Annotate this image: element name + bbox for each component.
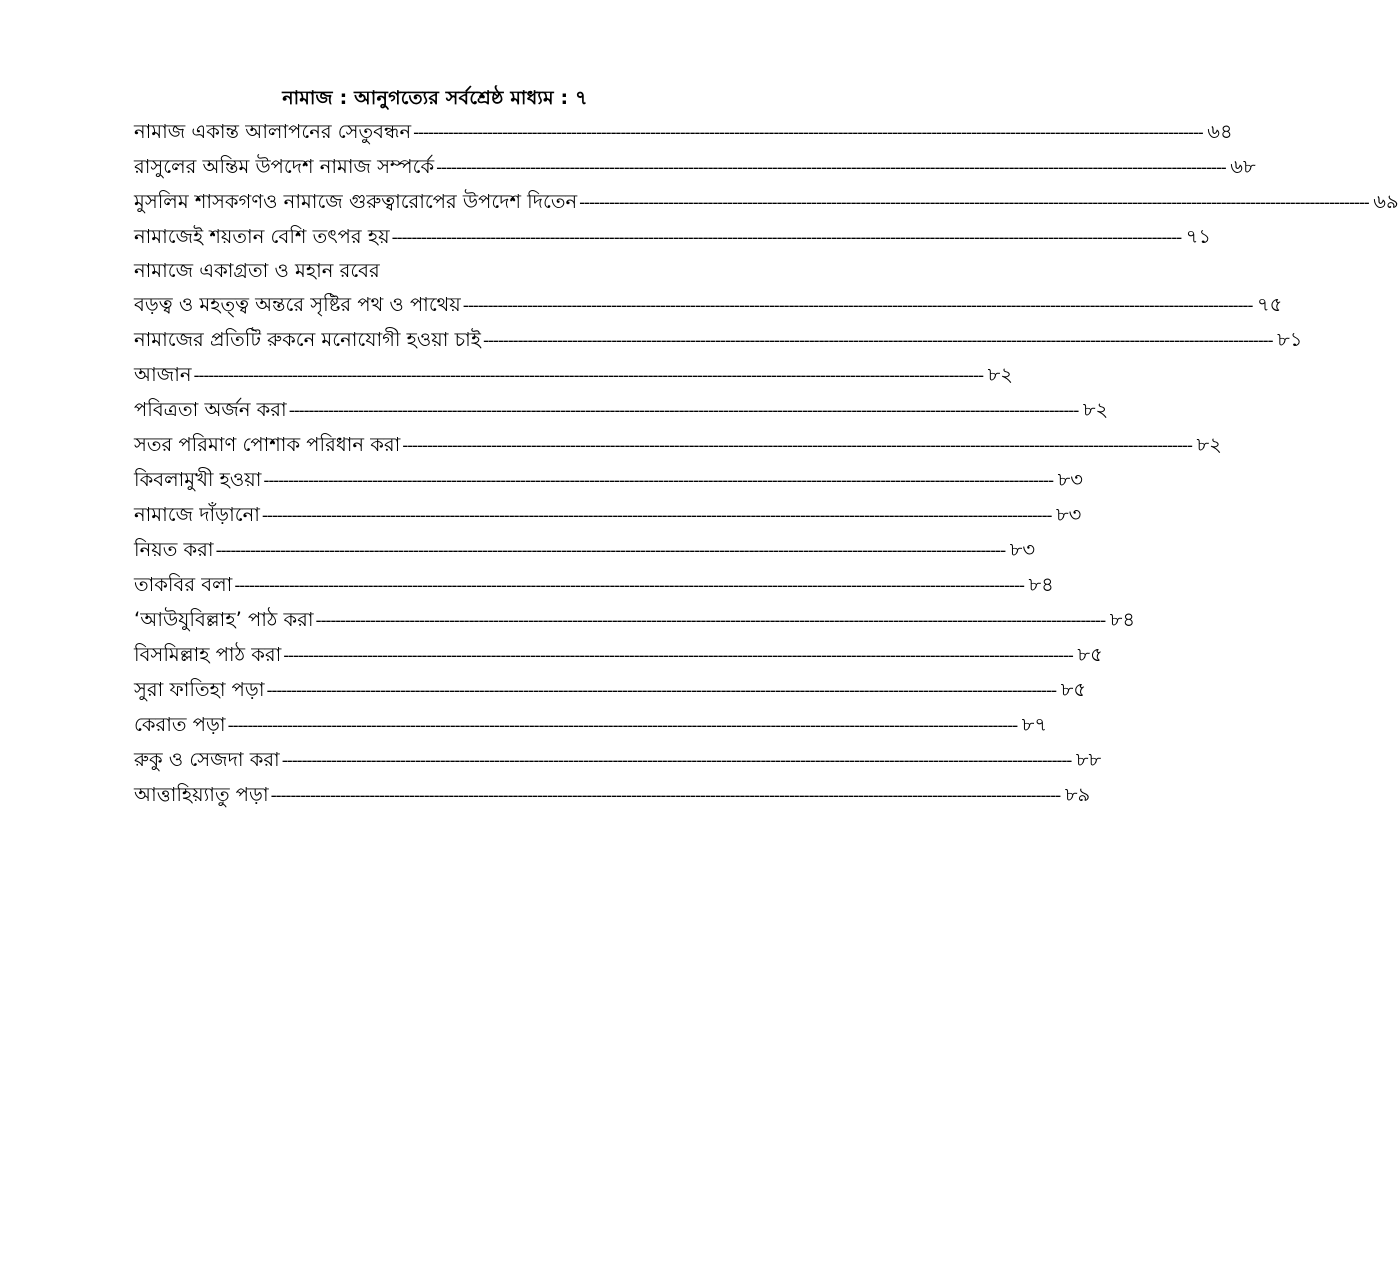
toc-entry-title: মুসলিম শাসকগণও নামাজে গুরুত্বারোপের উপদেশ দিতেন <box>134 190 578 213</box>
dot-leader: ---------------------------------------------------------------------------------------------------------------------------------------------------------------- <box>579 193 1369 213</box>
dot-leader: ---------------------------------------------------------------------------------------------------------------------------------------------------------------- <box>482 331 1273 351</box>
toc-entry-page-number: ৬৪ <box>1207 120 1233 143</box>
toc-entry <box>134 114 1233 149</box>
dot-leader: ---------------------------------------------------------------------------------------------------------------------------------------------------------------- <box>436 158 1226 178</box>
toc-entry-page-number: ৬৯ <box>1373 190 1399 213</box>
dot-leader: ---------------------------------------------------------------------------------------------------------------------------------------------------------------- <box>462 296 1253 316</box>
toc-entry-page-number: ৮৩ <box>1009 538 1036 561</box>
toc-entry <box>134 742 1102 777</box>
toc-entry-page-number: ৮৮ <box>1075 748 1102 771</box>
toc-entry <box>134 462 1083 497</box>
toc-entry-title: সুরা ফাতিহা পড়া <box>134 678 265 701</box>
toc-entry-title: কেরাত পড়া <box>134 713 226 736</box>
toc-entry <box>134 567 1054 602</box>
toc-entry-title: তাকবির বলা <box>134 573 233 596</box>
toc-entry-title: পবিত্রতা অর্জন করা <box>134 398 287 421</box>
table-of-contents <box>134 114 1399 812</box>
toc-entry-title: কিবলামুখী হওয়া <box>134 468 262 491</box>
toc-entry-page-number: ৬৮ <box>1230 155 1256 178</box>
dot-leader: ---------------------------------------------------------------------------------------------------------------------------------------------------------------- <box>263 471 1053 491</box>
dot-leader: ---------------------------------------------------------------------------------------------------------------------------------------------------------------- <box>288 401 1079 421</box>
toc-entry <box>134 637 1103 672</box>
dot-leader: ---------------------------------------------------------------------------------------------------------------------------------------------------------------- <box>227 716 1018 736</box>
toc-entry-page-number: ৮২ <box>987 363 1013 386</box>
toc-entry-page-number: ৮৩ <box>1057 468 1083 491</box>
dot-leader: ---------------------------------------------------------------------------------------------------------------------------------------------------------------- <box>391 228 1182 248</box>
toc-entry <box>134 184 1399 219</box>
dot-leader: ---------------------------------------------------------------------------------------------------------------------------------------------------------------- <box>315 611 1106 631</box>
toc-entry <box>134 254 718 287</box>
dot-leader: ---------------------------------------------------------------------------------------------------------------------------------------------------------------- <box>283 646 1073 666</box>
toc-entry-title: আত্তাহিয়্যাতু পড়া <box>134 783 269 806</box>
toc-entry <box>134 672 1086 707</box>
toc-entry-page-number: ৭৫ <box>1256 293 1283 316</box>
toc-entry-page-number: ৮৪ <box>1109 608 1136 631</box>
toc-entry-page-number: ৮৩ <box>1056 503 1082 526</box>
dot-leader: ---------------------------------------------------------------------------------------------------------------------------------------------------------------- <box>234 576 1024 596</box>
dot-leader: ---------------------------------------------------------------------------------------------------------------------------------------------------------------- <box>193 366 983 386</box>
toc-entry <box>134 532 1036 567</box>
toc-entry <box>134 427 1222 462</box>
toc-entry-title: বিসমিল্লাহ পাঠ করা <box>134 643 282 666</box>
toc-entry-page-number: ৮৫ <box>1060 678 1086 701</box>
toc-entry <box>134 219 1212 254</box>
toc-entry-page-number: ৮৭ <box>1021 713 1048 736</box>
dot-leader: ---------------------------------------------------------------------------------------------------------------------------------------------------------------- <box>402 436 1192 456</box>
toc-entry-page-number: ৮৯ <box>1064 783 1091 806</box>
dot-leader: ---------------------------------------------------------------------------------------------------------------------------------------------------------------- <box>281 751 1072 771</box>
toc-entry <box>134 392 1109 427</box>
toc-entry-title: নামাজে একাগ্রতা ও মহান রবের <box>134 259 380 282</box>
toc-entry-title: নিয়ত করা <box>134 538 214 561</box>
dot-leader: ---------------------------------------------------------------------------------------------------------------------------------------------------------------- <box>215 541 1006 561</box>
toc-entry-title: নামাজ একান্ত আলাপনের সেতুবন্ধন <box>134 120 412 143</box>
toc-entry-title: নামাজের প্রতিটি রুকনে মনোযোগী হওয়া চাই <box>134 328 481 351</box>
toc-entry <box>134 287 1283 322</box>
toc-entry <box>134 707 1048 742</box>
toc-entry-title: আজান <box>134 363 192 386</box>
toc-entry-page-number: ৭১ <box>1185 225 1212 248</box>
running-header: নামাজ : আনুগত্যের সর্বশ্রেষ্ঠ মাধ্যম : ৭ <box>282 87 588 109</box>
dot-leader: ---------------------------------------------------------------------------------------------------------------------------------------------------------------- <box>270 786 1061 806</box>
toc-entry-title: বড়ত্ব ও মহত্ত্ব অন্তরে সৃষ্টির পথ ও পাথেয় <box>134 293 461 316</box>
toc-entry-page-number: ৮২ <box>1196 433 1222 456</box>
toc-entry-title: নামাজে দাঁড়ানো <box>134 503 260 526</box>
toc-entry-page-number: ৮১ <box>1277 328 1303 351</box>
toc-entry-page-number: ৮৪ <box>1028 573 1054 596</box>
toc-entry-title: ‘আউযুবিল্লাহ’ পাঠ করা <box>134 608 314 631</box>
toc-entry-page-number: ৮২ <box>1082 398 1109 421</box>
toc-entry-title: রুকু ও সেজদা করা <box>134 748 280 771</box>
dot-leader: ---------------------------------------------------------------------------------------------------------------------------------------------------------------- <box>413 123 1203 143</box>
toc-entry <box>134 777 1091 812</box>
toc-entry <box>134 602 1136 637</box>
toc-entry <box>134 149 1256 184</box>
toc-entry-title: রাসুলের অন্তিম উপদেশ নামাজ সম্পর্কে <box>134 155 435 178</box>
toc-entry-page-number: ৮৫ <box>1077 643 1103 666</box>
toc-entry-title: নামাজেই শয়তান বেশি তৎপর হয় <box>134 225 390 248</box>
dot-leader: ---------------------------------------------------------------------------------------------------------------------------------------------------------------- <box>261 506 1052 526</box>
toc-entry <box>134 322 1303 357</box>
toc-entry <box>134 497 1082 532</box>
toc-entry-title: সতর পরিমাণ পোশাক পরিধান করা <box>134 433 401 456</box>
dot-leader: ---------------------------------------------------------------------------------------------------------------------------------------------------------------- <box>266 681 1056 701</box>
toc-entry <box>134 357 1013 392</box>
